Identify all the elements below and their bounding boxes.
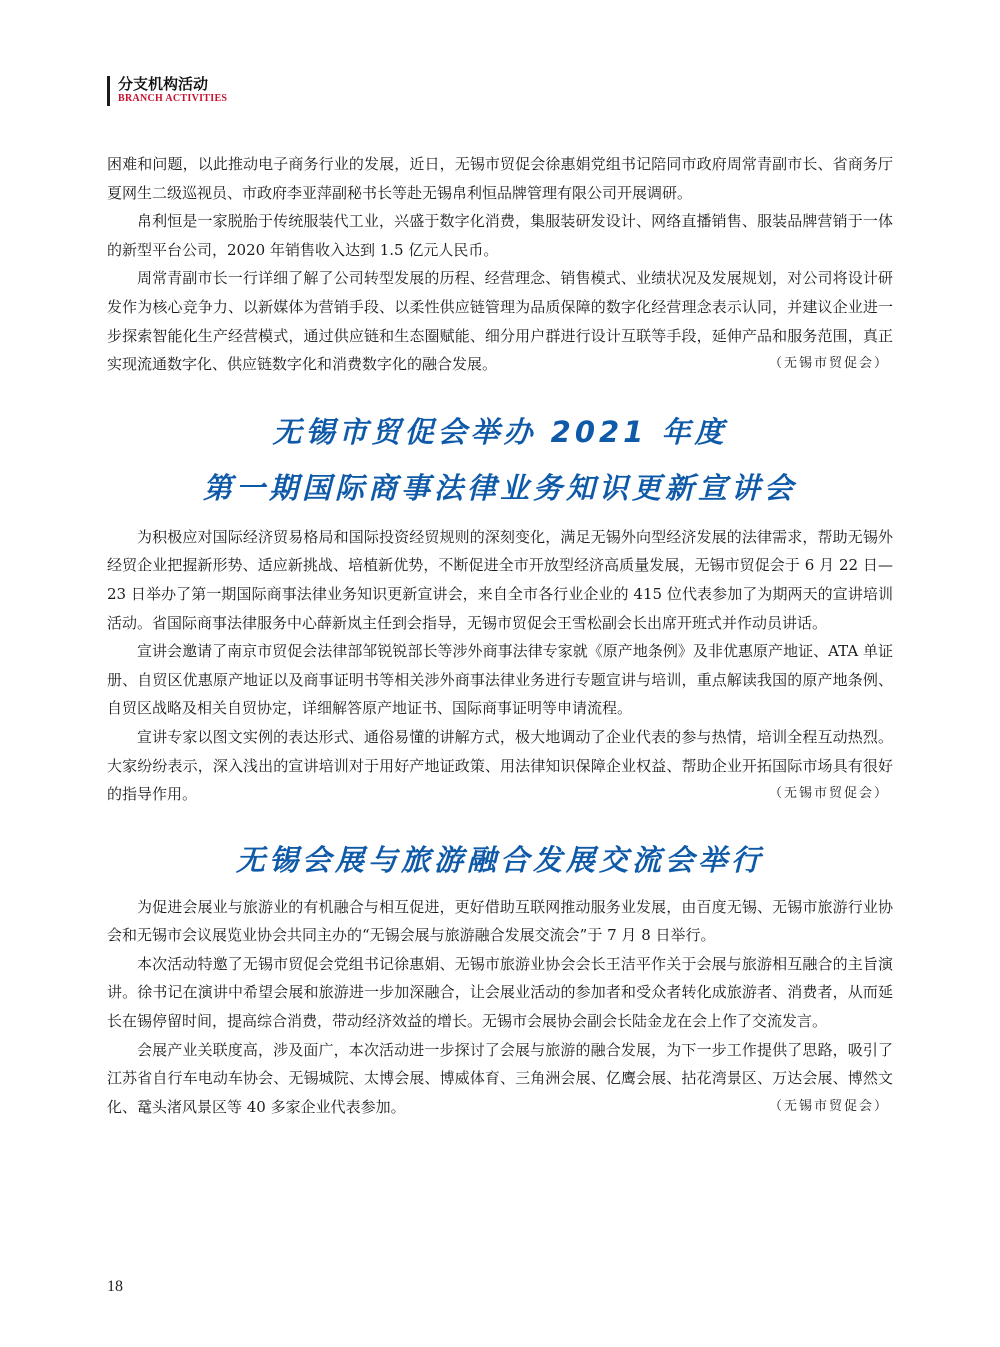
article2-paragraph-1: 为积极应对国际经济贸易格局和国际投资经贸规则的深刻变化，满足无锡外向型经济发展的法律需求，帮助无锡外经贸企业把握新形势、适应新挑战、培植新优势，不断促进全市开放型经济高质量发展，无锡市贸促会于 6 月 22 日—23 日举办了第一期国际商事法律业务知识更新宣讲会，来自全市各行业企业的 415 位代表参加了为期两天的宣讲培训活动。省国际商事法律服务中心薛新岚主任到会指导，无锡市贸促会王雪松副会长出席开班式并作动员讲话。	[107, 527, 893, 632]
article2-paragraph-3	[107, 723, 893, 809]
article1-paragraph-2: 帛利恒是一家脱胎于传统服装代工业，兴盛于数字化消费，集服装研发设计、网络直播销售、服装品牌营销于一体的新型平台公司，2020 年销售收入达到 1.5 亿元人民币。	[107, 212, 893, 259]
page-content	[107, 150, 893, 1121]
article3-source: （无锡市贸促会）	[768, 1098, 889, 1114]
article3-paragraph-3-text: 会展产业关联度高，涉及面广，本次活动进一步探讨了会展与旅游的融合发展，为下一步工作提供了思路，吸引了江苏省自行车电动车协会、无锡城院、太博会展、博威体育、三角洲会展、亿鹰会展、拈花湾景区、万达会展、博然文化、鼋头渚风景区等 40 多家企业代表参加。	[107, 1040, 893, 1116]
article3-paragraph-2: 本次活动特邀了无锡市贸促会党组书记徐惠娟、无锡市旅游业协会会长王洁平作关于会展与旅游相互融合的主旨演讲。徐书记在演讲中希望会展和旅游进一步加深融合，让会展业活动的参加者和受众者转化成旅游者、消费者，从而延长在锡停留时间，提高综合消费，带动经济效益的增长。无锡市会展协会副会长陆金龙在会上作了交流发言。	[107, 954, 893, 1031]
article2-title-line2: 第一期国际商事法律业务知识更新宣讲会	[202, 470, 797, 505]
article3-paragraph-1: 为促进会展业与旅游业的有机融合与相互促进，更好借助互联网推动服务业发展，由百度无锡、无锡市旅游行业协会和无锡市会议展览业协会共同主办的“无锡会展与旅游融合发展交流会”于 7 月 8 日举行。	[107, 897, 893, 945]
article2-paragraph-3-text: 宣讲专家以图文实例的表达形式、通俗易懂的讲解方式，极大地调动了企业代表的参与热情，培训全程互动热烈。大家纷纷表示，深入浅出的宣讲培训对于用好产地证政策、用法律知识保障企业权益、帮助企业开拓国际市场具有很好的指导作用。	[107, 727, 893, 804]
article3-title: 无锡会展与旅游融合发展交流会举行	[235, 842, 764, 877]
section-title-cn: 分支机构活动	[118, 75, 209, 93]
article2-source: （无锡市贸促会）	[768, 786, 889, 802]
page-number: 18	[107, 1278, 123, 1295]
article1-paragraph-1: 困难和问题，以此推动电子商务行业的发展，近日，无锡市贸促会徐惠娟党组书记陪同市政府周常青副市长、省商务厅夏网生二级巡视员、市政府李亚萍副秘书长等赴无锡帛利恒品牌管理有限公司开展调研。	[107, 155, 893, 202]
section-header	[107, 76, 227, 106]
article2-paragraph-2: 宣讲会邀请了南京市贸促会法律部邹锐锐部长等涉外商事法律专家就《原产地条例》及非优惠原产地证、ATA 单证册、自贸区优惠原产地证以及商事证明书等相关涉外商事法律业务进行专题宣讲与培训，重点解读我国的原产地条例、自贸区战略及相关自贸协定，详细解答原产地证书、国际商事证明等申请流程。	[107, 642, 893, 718]
article3-paragraph-3	[107, 1036, 893, 1122]
article1-paragraph-3-text: 周常青副市长一行详细了解了公司转型发展的历程、经营理念、销售模式、业绩状况及发展规划，对公司将设计研发作为核心竞争力、以新媒体为营销手段、以柔性供应链管理为品质保障的数字化经营理念表示认同，并建议企业进一步探索智能化生产经营模式，通过供应链和生态圈赋能、细分用户群进行设计互联等手段，延伸产品和服务范围，真正实现流通数字化、供应链数字化和消费数字化的融合发展。	[107, 269, 893, 374]
article1-source: （无锡市贸促会）	[768, 356, 889, 372]
section-title-en: BRANCH ACTIVITIES	[118, 93, 228, 104]
article2-title-line1: 无锡市贸促会举办 2021 年度	[272, 414, 728, 449]
article1-paragraph-3	[107, 264, 893, 378]
